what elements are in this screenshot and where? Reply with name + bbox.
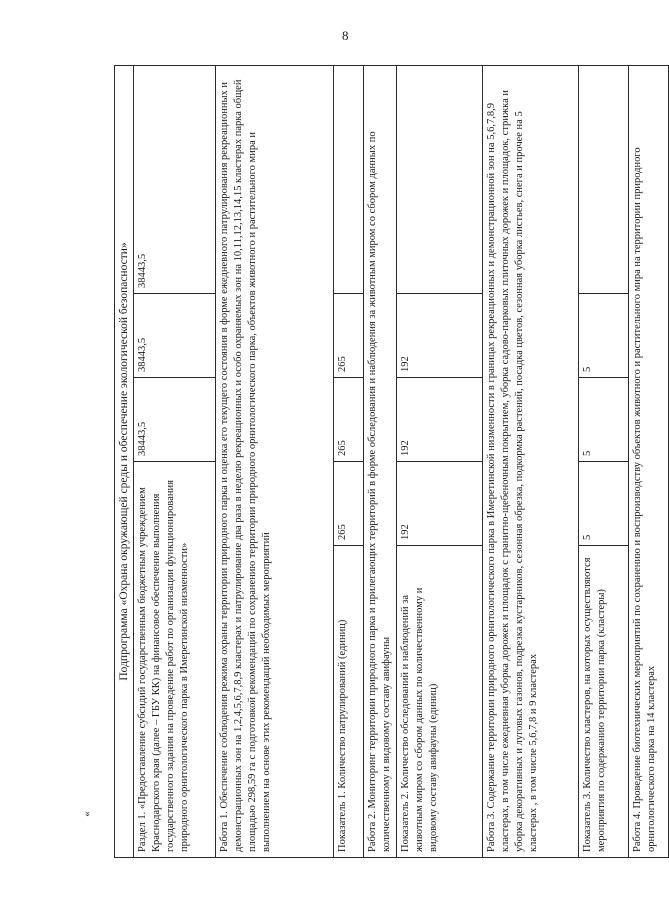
work-3-text: Работа 3. Содержание территории природного орнитологического парка в Имеретинской низменности в границах рекреационных и демонстрационной зон на 5,6,7,8,9 кластерах, в том числе ежедневная уборка дорожек и площадок с гранитно-щебеночным покрытием, уборка садово-парковых плиточных дорожек и площадок, стрижка и уборка декоративных и луговых газонов, подрезка кустарников, сезонная обрезка, подкормка растений, посадка цветов, сезонная уборка листьев, снега и прочее на 5 кластерах , в том числе 5,6,7,8 и 9 кластерах [483,65,579,857]
indicator-2-empty-cell [397,65,483,293]
table-row [216,65,334,857]
table-row [629,65,669,857]
table-row [397,65,483,857]
indicator-1-value-2: 265 [334,378,364,462]
table-row [579,65,629,857]
table-row [483,65,579,857]
section-value-3: 38443,5 [134,65,216,293]
rotated-table-container [114,66,657,858]
indicator-3-value-3: 5 [579,294,629,378]
indicator-1-value-1: 265 [334,462,364,546]
quote-mark: « [80,811,93,817]
indicator-3-empty-cell [579,65,629,293]
table-row [334,65,364,857]
indicator-1-value-3: 265 [334,294,364,378]
indicator-1-text: Показатель 1. Количество патрулирований (единиц) [334,546,364,858]
table-row [115,65,134,857]
work-1-text: Работа 1. Обеспечение соблюдения режима охраны территории природного парка и оценка его текущего состояния в форме ежедневного патрулирования рекреационных и демонстрационных зон на 1,2,4,5,6,7,8,9 кластерах и патрулирование два раза в неделю рекреационных и особо охраняемых зон на 10,11,12,13,14,15 кластерах парка общей площадью 298,59 га с подготовкой рекомендаций по сохранению территории природного орнитологического парка, объектов животного и растительного мира и выполнением на основе этих рекомендаций необходимых мероприятий [216,65,334,857]
indicator-2-text: Показатель 2. Количество обследований и наблюдений за животным миром со сбором данных по количественному и видовому составу авифауны (единиц) [397,546,483,858]
indicator-3-text: Показатель 3. Количество кластеров, на которых осуществляются мероприятия по содержанию территории парка (кластеры) [579,546,629,858]
subprogram-title: Подпрограмма «Охрана окружающей среды и обеспечение экологической безопасности» [115,65,134,857]
work-4-text: Работа 4. Проведение биотехнических мероприятий по сохранению и воспроизводству объектов животного и растительного мира на территории природного орнитологического парка на 14 кластерах [629,65,669,857]
section-value-2: 38443,5 [134,294,216,378]
indicator-2-value-3: 192 [397,294,483,378]
indicator-3-value-2: 5 [579,378,629,462]
budget-table [114,65,669,858]
section-title: Раздел 1. «Предоставление субсидий государственным бюджетным учреждением Краснодарского края (далее – ГБУ КК) на финансовое обеспечение выполнения государственного задания на проведение работ по организации функционирования природного орнитологического парка в Имеретинской низменности» [134,462,216,858]
indicator-2-value-1: 192 [397,462,483,546]
indicator-2-value-2: 192 [397,378,483,462]
indicator-1-empty-cell [334,65,364,293]
table-row [134,65,216,857]
table-row [364,65,397,857]
indicator-3-value-1: 5 [579,462,629,546]
rotated-table-frame [114,66,657,858]
section-value-1: 38443,5 [134,378,216,462]
work-2-text: Работа 2. Мониторинг территории природного парка и прилегающих территорий в форме обследования и наблюдения за животным миром со сбором данных по количественному и видовому составу авифауны [364,65,397,857]
page-number: 8 [342,28,349,43]
